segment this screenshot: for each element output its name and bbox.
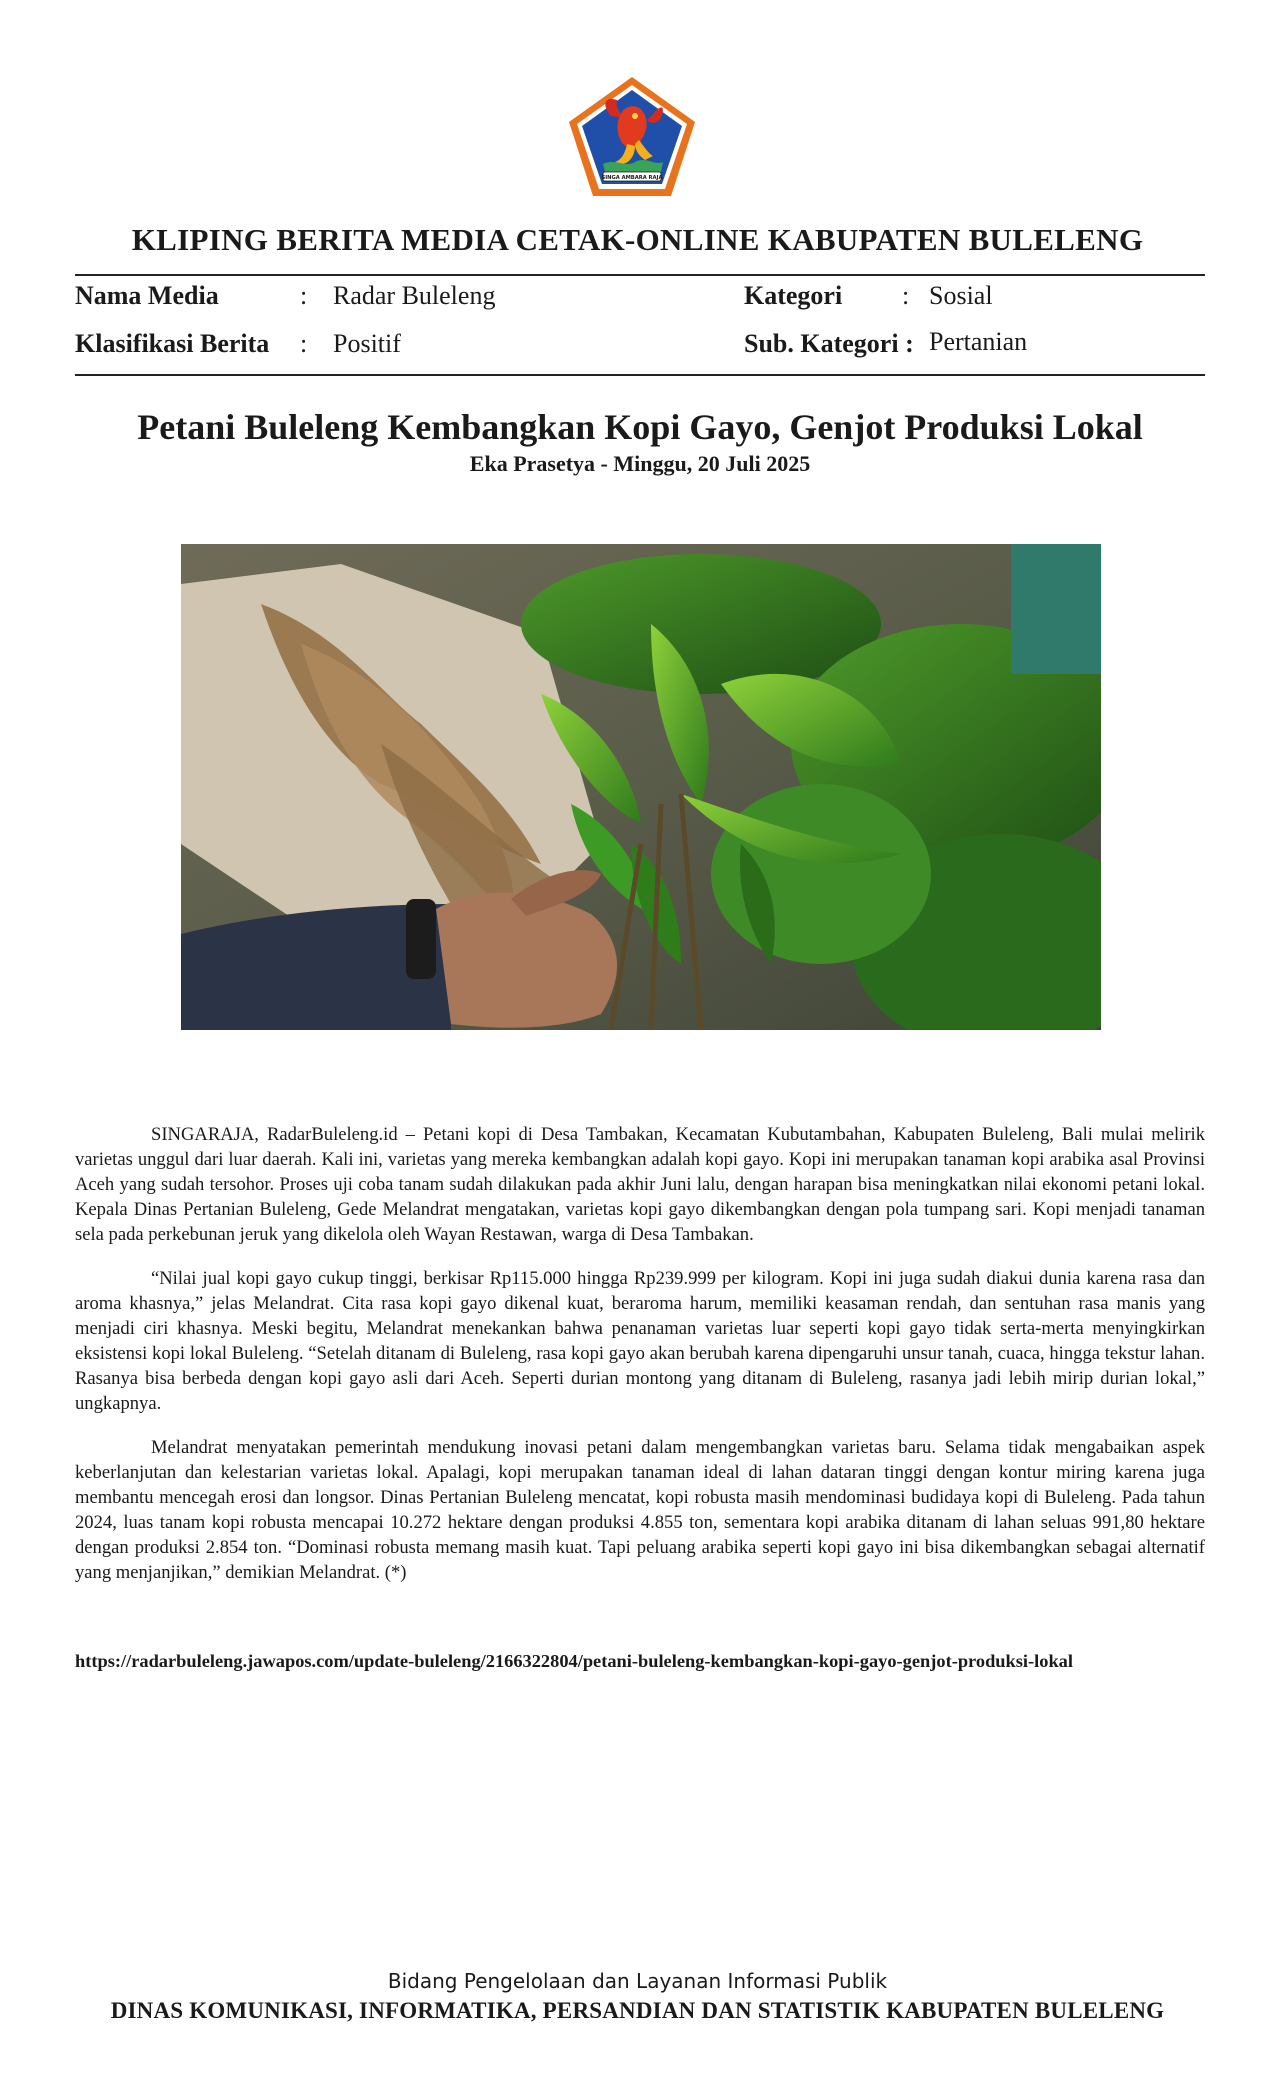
colon: :: [300, 329, 308, 358]
article-paragraph: SINGARAJA, RadarBuleleng.id – Petani kopi di Desa Tambakan, Kecamatan Kubutambahan, Kabupaten Buleleng, Bali mulai melirik varietas unggul dari luar daerah. Kali ini, varietas yang mereka kembangkan adalah kopi gayo. Kopi ini merupakan tanaman kopi arabika asal Provinsi Aceh yang sudah tersohor. Proses uji coba tanam sudah dilakukan pada akhir Juni lalu, dengan harapan bisa meningkatkan nilai ekonomi petani lokal. Kepala Dinas Pertanian Buleleng, Gede Melandrat mengatakan, varietas kopi gayo dikembangkan dengan pola tumpang sari. Kopi menjadi tanaman sela pada perkebunan jeruk yang dikelola oleh Wayan Restawan, warga di Desa Tambakan.: [75, 1124, 1205, 1245]
header-divider: [75, 274, 1205, 276]
klasifikasi-label: Klasifikasi Berita: [75, 329, 270, 358]
article-headline: Petani Buleleng Kembangkan Kopi Gayo, Genjot Produksi Lokal: [137, 407, 1143, 447]
source-url: https://radarbuleleng.jawapos.com/update-buleleng/2166322804/petani-buleleng-kembangkan-kopi-gayo-genjot-produksi-lokal: [75, 1651, 1073, 1671]
colon: :: [902, 281, 910, 310]
nama-media-value: Radar Buleleng: [333, 281, 496, 310]
meta-divider: [75, 374, 1205, 376]
footer-subtitle: Bidang Pengelolaan dan Layanan Informasi Publik: [387, 1969, 888, 1993]
article-paragraph: “Nilai jual kopi gayo cukup tinggi, berkisar Rp115.000 hingga Rp239.999 per kilogram. Kopi ini juga sudah diakui dunia karena rasa dan aroma khasnya,” jelas Melandrat. Cita rasa kopi gayo dikenal kuat, beraroma harum, memiliki keasaman rendah, dan sentuhan rasa manis yang menjadi ciri khasnya. Meski begitu, Melandrat menekankan bahwa penanaman varietas luar seperti kopi gayo tidak serta-merta menyingkirkan eksistensi kopi lokal Buleleng. “Setelah ditanam di Buleleng, rasa kopi gayo akan berubah karena dipengaruhi unsur tanah, cuaca, hingga tekstur lahan. Rasanya bisa berbeda dengan kopi gayo asli dari Aceh. Seperti durian montong yang ditanam di Buleleng, rasanya jadi lebih mirip durian lokal,” ungkapnya.: [75, 1268, 1205, 1414]
nama-media-label: Nama Media: [75, 281, 219, 310]
emblem-motto: SINGA AMBARA RAJA: [601, 175, 663, 181]
kategori-value: Sosial: [929, 281, 993, 310]
klasifikasi-value: Positif: [333, 329, 401, 358]
kategori-label: Kategori: [744, 281, 843, 310]
buleleng-emblem-logo: [565, 74, 699, 200]
colon: :: [300, 281, 308, 310]
coffee-seedlings-photo: [181, 544, 1101, 1030]
article-byline: Eka Prasetya - Minggu, 20 Juli 2025: [469, 451, 811, 476]
article-paragraph: Melandrat menyatakan pemerintah mendukung inovasi petani dalam mengembangkan varietas baru. Selama tidak mengabaikan aspek keberlanjutan dan kelestarian varietas lokal. Apalagi, kopi merupakan tanaman ideal di lahan dataran tinggi dengan kontur miring karena juga membantu mencegah erosi dan longsor. Dinas Pertanian Buleleng mencatat, kopi robusta masih mendominasi budidaya kopi di Buleleng. Pada tahun 2024, luas tanam kopi robusta mencapai 10.272 hektare dengan produksi 4.855 ton, sementara kopi arabika ditanam di lahan seluas 991,80 hektare dengan produksi 2.854 ton. “Dominasi robusta memang masih kuat. Tapi peluang arabika seperti kopi gayo ini bisa dikembangkan sebagai alternatif yang menjanjikan,” demikian Melandrat. (*): [75, 1437, 1205, 1583]
sub-kategori-value: Pertanian: [929, 327, 1028, 356]
sub-kategori-label: Sub. Kategori :: [744, 329, 914, 358]
article-body: [75, 1122, 1205, 1604]
footer-title: DINAS KOMUNIKASI, INFORMATIKA, PERSANDIAN DAN STATISTIK KABUPATEN BULELENG: [110, 1998, 1165, 2023]
page-title: KLIPING BERITA MEDIA CETAK-ONLINE KABUPATEN BULELENG: [131, 222, 1144, 257]
